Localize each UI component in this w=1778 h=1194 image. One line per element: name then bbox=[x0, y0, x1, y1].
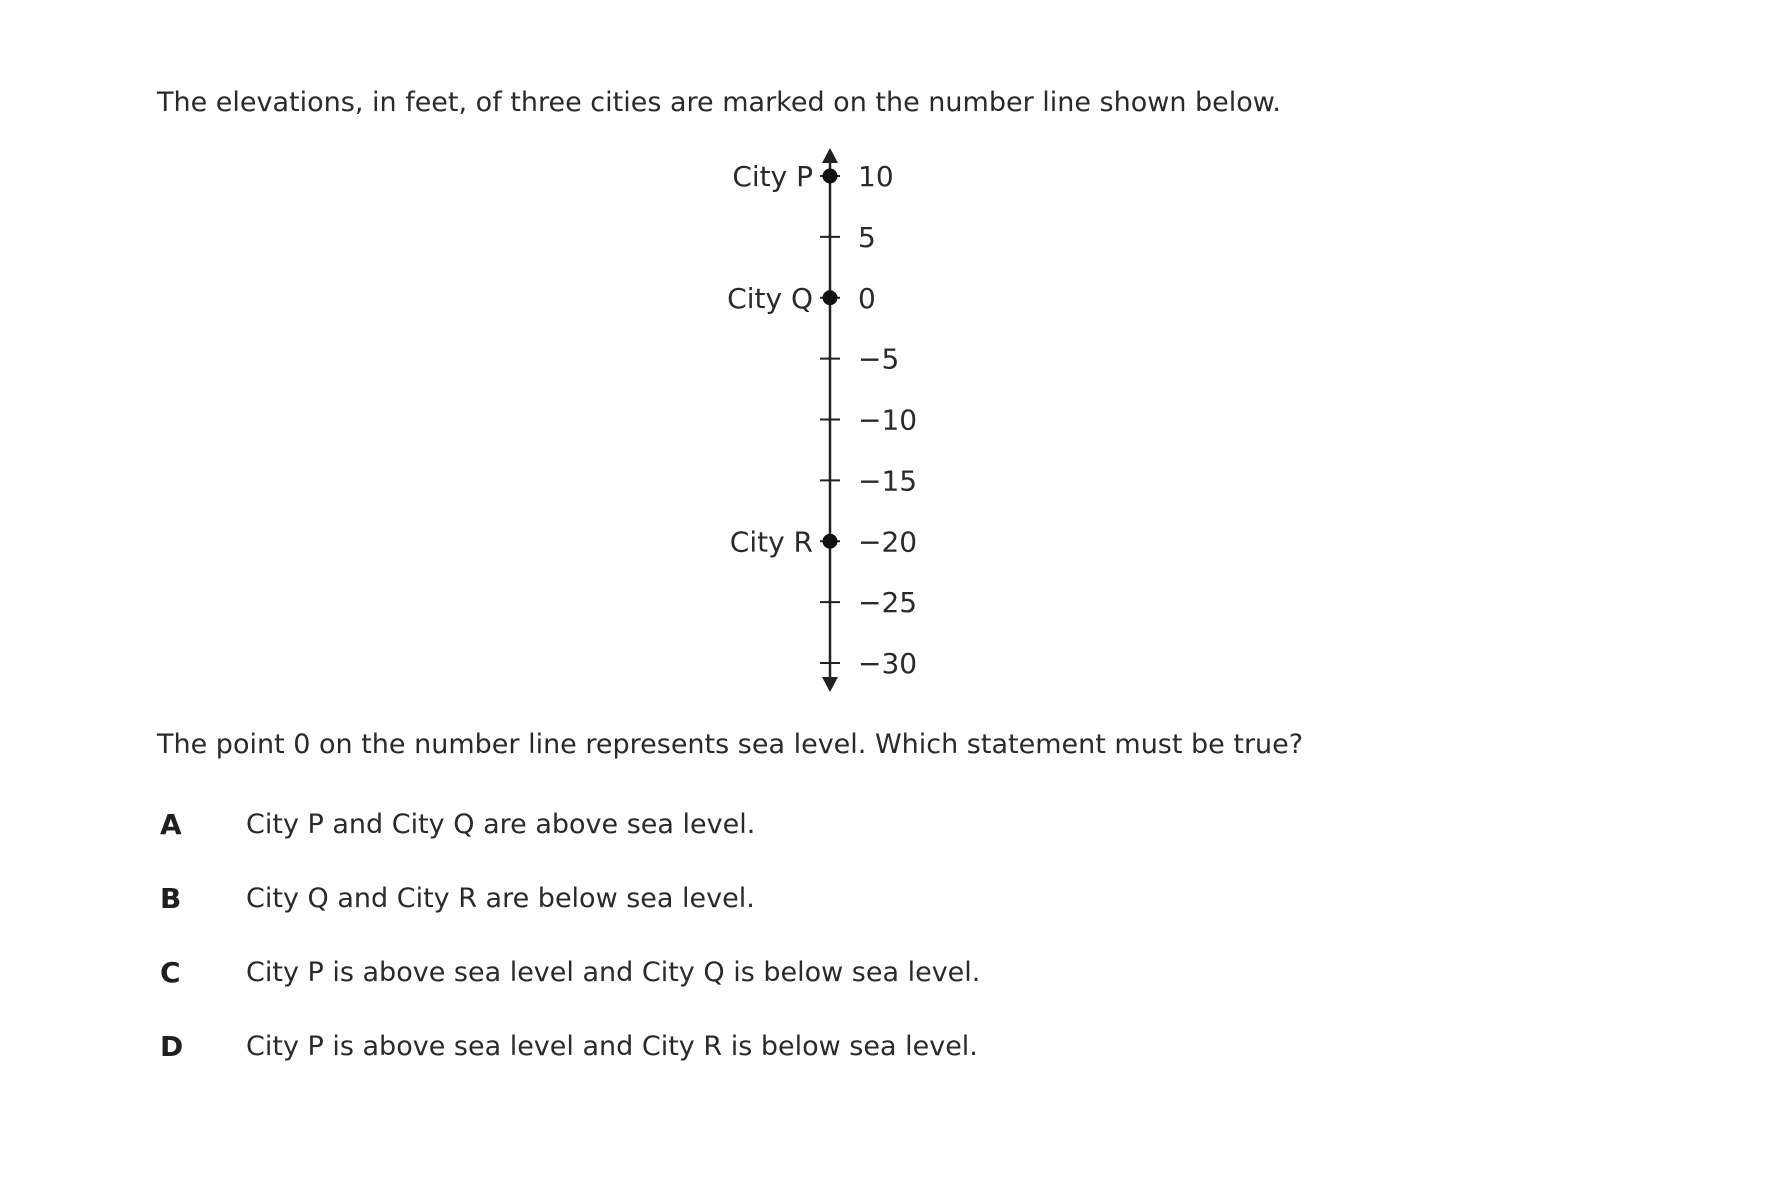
option-c-letter: C bbox=[160, 956, 181, 989]
tick-label: 10 bbox=[858, 160, 894, 193]
option-a-letter: A bbox=[160, 808, 182, 841]
tick-label: −15 bbox=[858, 464, 918, 498]
tick-label: −20 bbox=[858, 525, 918, 559]
point-marker bbox=[823, 534, 838, 549]
option-d-text: City P is above sea level and City R is below sea level. bbox=[246, 1031, 978, 1062]
tick-label: 5 bbox=[858, 220, 876, 254]
option-a-text: City P and City Q are above sea level. bbox=[246, 809, 756, 840]
option-c-text: City P is above sea level and City Q is below sea level. bbox=[246, 957, 981, 988]
option-d-letter: D bbox=[160, 1030, 184, 1063]
point-label: City P bbox=[732, 160, 813, 193]
tick-label: 0 bbox=[858, 281, 876, 315]
intro-text: The elevations, in feet, of three cities are marked on the number line shown below. bbox=[157, 87, 1281, 118]
tick-label: −30 bbox=[858, 647, 918, 680]
tick-label: −10 bbox=[858, 403, 918, 437]
axis-arrow-down-icon bbox=[822, 677, 838, 692]
tick-label: −5 bbox=[858, 342, 900, 376]
point-label: City R bbox=[729, 525, 813, 559]
point-label: City Q bbox=[727, 281, 813, 315]
axis-arrow-up-icon bbox=[822, 148, 838, 163]
number-line-tick-labels bbox=[858, 160, 917, 680]
point-marker bbox=[823, 290, 838, 305]
option-b-letter: B bbox=[160, 882, 182, 915]
option-b-text: City Q and City R are below sea level. bbox=[246, 883, 755, 914]
tick-label: −25 bbox=[858, 586, 918, 620]
question-text: The point 0 on the number line represents sea level. Which statement must be true? bbox=[157, 729, 1304, 760]
point-marker bbox=[823, 169, 838, 184]
